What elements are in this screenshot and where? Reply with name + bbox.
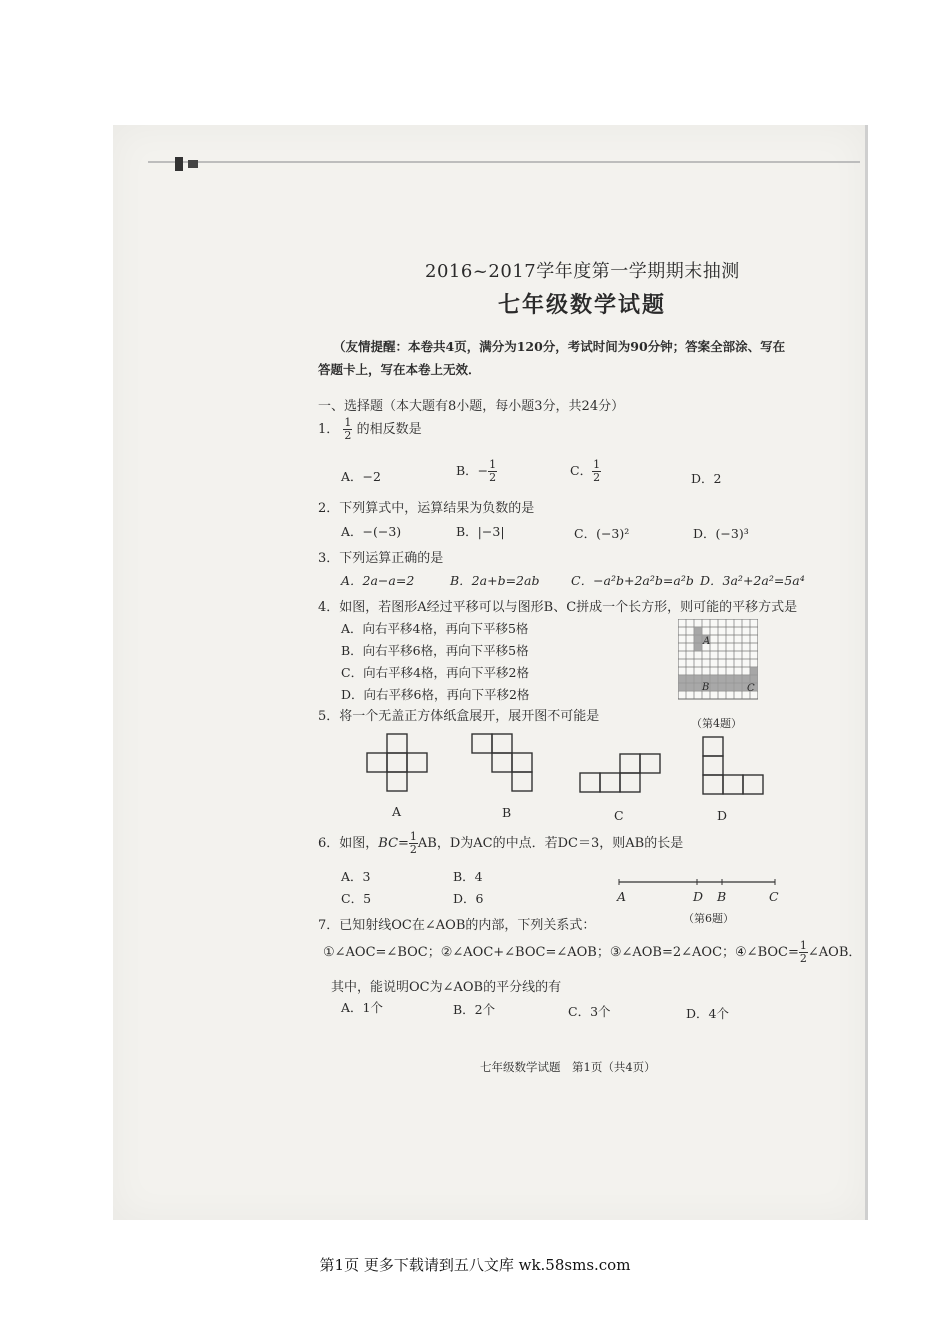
question-7-relations [323, 940, 861, 965]
numerator: 1 [344, 416, 352, 429]
point-a-label: A [617, 889, 627, 904]
q4-option-a: A．向右平移4格，再向下平移5格 [341, 621, 529, 636]
q7-option-b: B．2个 [453, 1002, 496, 1017]
registration-mark [175, 157, 183, 171]
section-title: 一、选择题（本大题有8小题，每小题3分，共24分） [318, 399, 625, 414]
q3-option-d: D．3a²+2a²=5a⁴ [700, 573, 805, 588]
denominator: 2 [799, 952, 807, 965]
page-footer: 七年级数学试题 第1页（共4页） [480, 1060, 656, 1074]
net-b-label: B [502, 805, 512, 820]
denominator: 2 [409, 843, 417, 856]
question-7-stem: 7．已知射线OC在∠AOB的内部，下列关系式： [318, 918, 596, 933]
registration-mark [188, 160, 198, 168]
q1-option-b [456, 459, 497, 484]
question-3-stem: 3．下列运算正确的是 [318, 551, 444, 566]
q6-option-c: C．5 [341, 891, 372, 906]
q4-option-b: B．向右平移6格，再向下平移5格 [341, 643, 529, 658]
net-d-label: D [717, 808, 728, 823]
q7-option-c: C．3个 [568, 1004, 611, 1019]
grid-label-c: C [747, 683, 755, 694]
question-text: AB，D为AC的中点．若DC＝3，则AB的长是 [417, 836, 684, 851]
question-text: 6．如图， [318, 836, 379, 851]
numerator: 1 [593, 458, 601, 471]
notice-line-2: 答题卡上，写在本卷上无效． [318, 362, 481, 377]
q3-option-b: B．2a+b=2ab [450, 573, 540, 588]
numerator: 1 [409, 830, 417, 843]
question-2-stem: 2．下列算式中，运算结果为负数的是 [318, 501, 535, 516]
point-b-label: B [717, 889, 727, 904]
fraction [409, 831, 418, 856]
net-a-figure [366, 733, 428, 793]
q4-option-d: D．向右平移6格，再向下平移2格 [341, 687, 530, 702]
q2-option-d: D．(−3)³ [693, 526, 749, 541]
download-banner: 第1页 更多下载请到五八文库 wk.58sms.com [319, 1256, 631, 1274]
denominator: 2 [344, 429, 352, 442]
exam-subject-title: 七年级数学试题 [498, 292, 667, 318]
q3-option-a: A．2a−a=2 [341, 573, 415, 588]
net-a-label: A [392, 804, 402, 819]
question-text: BC= [378, 836, 409, 851]
exam-term-title: 2016~2017学年度第一学期期末抽测 [425, 261, 740, 282]
q4-grid-figure [678, 619, 758, 703]
q4-figure-caption: （第4题） [691, 717, 742, 730]
q1-option-d: D．2 [691, 471, 722, 486]
fraction [488, 459, 497, 484]
q6-option-a: A．3 [341, 869, 371, 884]
question-6-stem [318, 831, 683, 856]
q2-option-c: C．(−3)² [574, 526, 630, 541]
net-b-figure [471, 733, 533, 795]
q2-option-b: B．|−3| [456, 524, 505, 539]
notice-line-1: （友情提醒：本卷共4页，满分为120分，考试时间为90分钟；答案全部涂、写在 [333, 339, 786, 354]
fraction [799, 940, 808, 965]
question-4-stem: 4．如图，若图形A经过平移可以与图形B、C拼成一个长方形，则可能的平移方式是 [318, 600, 798, 615]
point-c-label: C [769, 889, 779, 904]
question-number: 1． [318, 422, 340, 437]
q1-option-a: A．−2 [341, 469, 381, 484]
grid-label-b: B [702, 682, 710, 693]
q6-option-b: B．4 [453, 869, 483, 884]
grid-label-a: A [703, 636, 711, 647]
relations-text: ∠AOB． [807, 945, 862, 960]
top-rule [148, 161, 860, 163]
q7-option-a: A．1个 [341, 1000, 383, 1015]
fraction [592, 459, 601, 484]
option-label: C． [570, 463, 593, 478]
question-7-stem-2: 其中，能说明OC为∠AOB的平分线的有 [331, 980, 562, 995]
question-text: 的相反数是 [356, 422, 422, 437]
q7-option-d: D．4个 [686, 1006, 729, 1021]
scanned-exam-page [113, 125, 868, 1220]
numerator: 1 [799, 939, 807, 952]
denominator: 2 [593, 471, 601, 484]
fraction [343, 417, 352, 442]
relations-text: ①∠AOC=∠BOC；②∠AOC+∠BOC=∠AOB；③∠AOB=2∠AOC；④∠BOC= [323, 945, 799, 960]
net-d-figure [702, 736, 764, 796]
point-d-label: D [693, 889, 704, 904]
net-c-label: C [614, 808, 624, 823]
q6-line-segment [613, 876, 783, 888]
q6-figure-caption: （第6题） [683, 912, 734, 925]
net-c-figure [579, 753, 661, 795]
q3-option-c: C．−a²b+2a²b=a²b [571, 573, 694, 588]
q2-option-a: A．−(−3) [341, 524, 402, 539]
question-1-stem [318, 417, 422, 442]
q1-option-c [570, 459, 601, 484]
option-label: B．− [456, 463, 489, 478]
denominator: 2 [489, 471, 497, 484]
q6-option-d: D．6 [453, 891, 484, 906]
q4-option-c: C．向右平移4格，再向下平移2格 [341, 665, 529, 680]
numerator: 1 [489, 458, 497, 471]
question-5-stem: 5．将一个无盖正方体纸盒展开，展开图不可能是 [318, 709, 600, 724]
shape-b [678, 675, 742, 691]
